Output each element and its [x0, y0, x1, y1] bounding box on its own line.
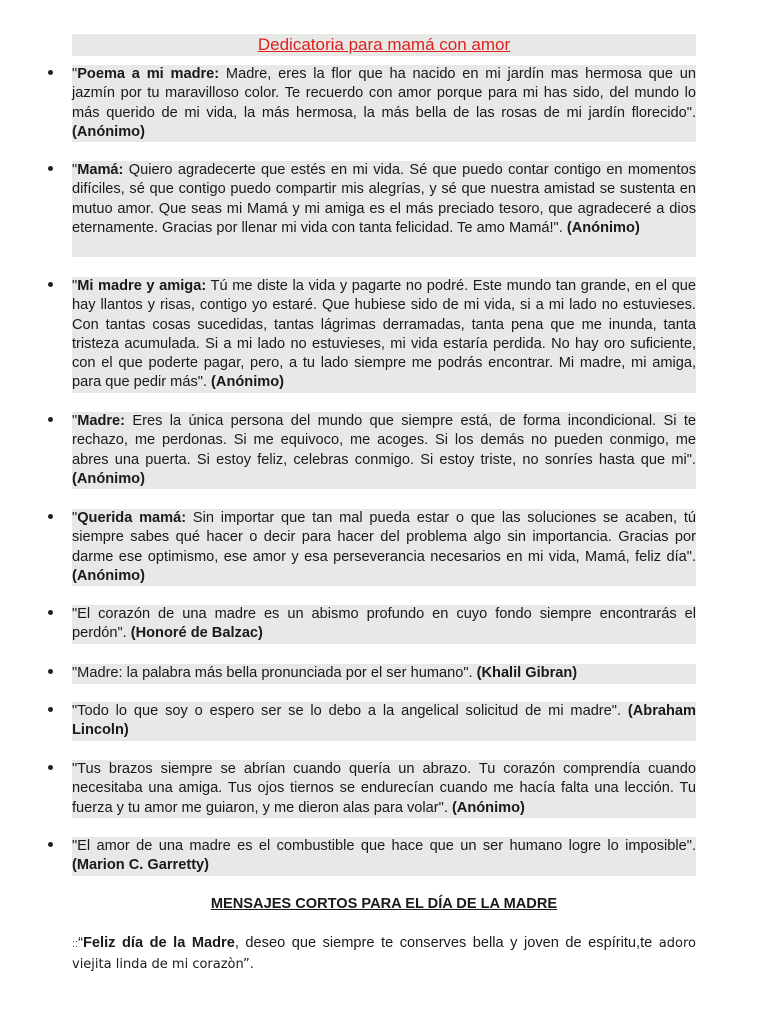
message-marker: :: — [72, 938, 79, 950]
quote-title: Mamá: — [77, 162, 124, 178]
bullet-icon — [48, 70, 53, 75]
quote-item — [72, 277, 696, 393]
quote-text: "Madre: la palabra más bella pronunciada por el ser humano". — [72, 665, 477, 681]
quote-title: Poema a mi madre: — [77, 66, 220, 82]
bullet-icon — [48, 707, 53, 712]
quote-author: (Anónimo) — [211, 374, 284, 391]
quote-item — [72, 509, 696, 586]
quote-text: Quiero agradecerte que estés en mi vida. Sé que puedo contar contigo en momentos difíciles, sé que contigo puedo compartir mis alegrías, y sé que nuestra amistad se sustenta en mutuo amor. Que seas mi Mamá y mi amiga es el más preciado tesoro, que agradeceré a dios eternamente. Gracias por llenar mi vida con tanta felicidad. Te amo Mamá!". — [72, 162, 696, 236]
quote-author: (Khalil Gibran) — [476, 665, 578, 681]
quote-item — [72, 702, 696, 741]
section-heading: MENSAJES CORTOS PARA EL DÍA DE LA MADRE — [210, 896, 558, 912]
bullet-icon — [48, 417, 53, 422]
quote-title: Madre: — [77, 413, 126, 429]
quote-title: Mi madre y amiga: — [77, 278, 207, 294]
quote-author: (Honoré de Balzac) — [130, 625, 263, 642]
quote-item — [72, 760, 696, 818]
quote-author: (Abraham Lincoln) — [72, 703, 696, 739]
quote-open: " — [72, 413, 78, 429]
quote-text: Tú me diste la vida y pagarte no podré. Este mundo tan grande, en el que hay llantos y risas, contigo yo estaré. Que hubiese sido de mi vida, si a mi lado no estuvieses. Con tantas cosas sucedidas, tantas lágrimas derramadas, tanta pena que me inunda, tanta tristeza acumulada. Si a mi lado no estuvieses, mi vida estaría perdida. No hay oro suficiente, con el que poderte pagar, pero, a tu lado siempre me podrás encontrar. Mi madre, mi amiga, para que pedir más". — [72, 278, 696, 391]
bullet-icon — [48, 282, 53, 287]
quote-author: (Anónimo) — [72, 123, 145, 140]
quote-open: " — [72, 66, 78, 82]
bullet-icon — [48, 669, 53, 674]
quote-author: (Anónimo) — [566, 219, 640, 236]
quote-item — [72, 161, 696, 257]
quote-author: (Marion C. Garretty) — [72, 857, 210, 874]
message-text-a: , deseo que siempre te conserves bella y joven de espíritu,te — [234, 935, 659, 951]
short-message — [72, 934, 696, 974]
quote-author: (Anónimo) — [451, 799, 525, 816]
bullet-icon — [48, 610, 53, 615]
quote-item — [72, 605, 696, 644]
document-title: Dedicatoria para mamá con amor — [257, 35, 511, 54]
quote-item — [72, 664, 696, 684]
bullet-icon — [48, 514, 53, 519]
quote-open: " — [72, 162, 78, 178]
bullet-icon — [48, 842, 53, 847]
quote-item — [72, 837, 696, 876]
quote-text: Madre, eres la flor que ha nacido en mi jardín mas hermosa que un jazmín por tu maravilloso color. Te recuerdo con amor porque para mi has sido, del mundo lo más querido de mi vida, la más hermosa, la más bella de las rosas de mi jardín florecido". — [72, 66, 696, 121]
message-open-quote: “ — [78, 935, 83, 951]
quote-text: Sin importar que tan mal pueda estar o que las soluciones se acaben, tú siempre sabes qué hacer o decir para hacer del problema algo sin importancia. Gracias por darme ese optimismo, ese amor y esa perseverancia necesarios en mi vida, Mamá, feliz día". — [72, 510, 697, 565]
quote-author: (Anónimo) — [72, 470, 145, 487]
quote-text: Eres la única persona del mundo que siempre está, de forma incondicional. Si te rechazo, me perdonas. Si me equivoco, me acoges. Si los demás no pueden conmigo, me abres una puerta. Si estoy feliz, celebras conmigo. Si estoy triste, no sonríes hasta que mi". — [72, 413, 696, 468]
quote-text: "Tus brazos siempre se abrían cuando quería un abrazo. Tu corazón comprendía cuando necesitaba una amiga. Tus ojos tiernos se endurecían cuando me hacía falta una lección. Tu fuerza y tu amor me guiaron, y me dieron alas para volar". — [72, 761, 696, 816]
message-bold: Feliz día de la Madre — [83, 935, 235, 951]
quote-title: Querida mamá: — [77, 510, 187, 526]
quote-text: "El corazón de una madre es un abismo profundo en cuyo fondo siempre encontrarás el perdón". — [72, 606, 696, 642]
bullet-icon — [48, 166, 53, 171]
quote-item — [72, 65, 696, 142]
quote-text: "El amor de una madre es el combustible que hace que un ser humano logre lo imposible". — [72, 838, 696, 854]
message-text-b: adoro viejita linda de mi corazòn”. — [72, 936, 696, 972]
quote-author: (Anónimo) — [72, 567, 145, 584]
quote-open: " — [72, 278, 78, 294]
quote-open: " — [72, 510, 78, 526]
bullet-icon — [48, 765, 53, 770]
quote-item — [72, 412, 696, 489]
title-box — [72, 34, 696, 56]
quote-text: "Todo lo que soy o espero ser se lo debo a la angelical solicitud de mi madre". — [72, 703, 628, 719]
